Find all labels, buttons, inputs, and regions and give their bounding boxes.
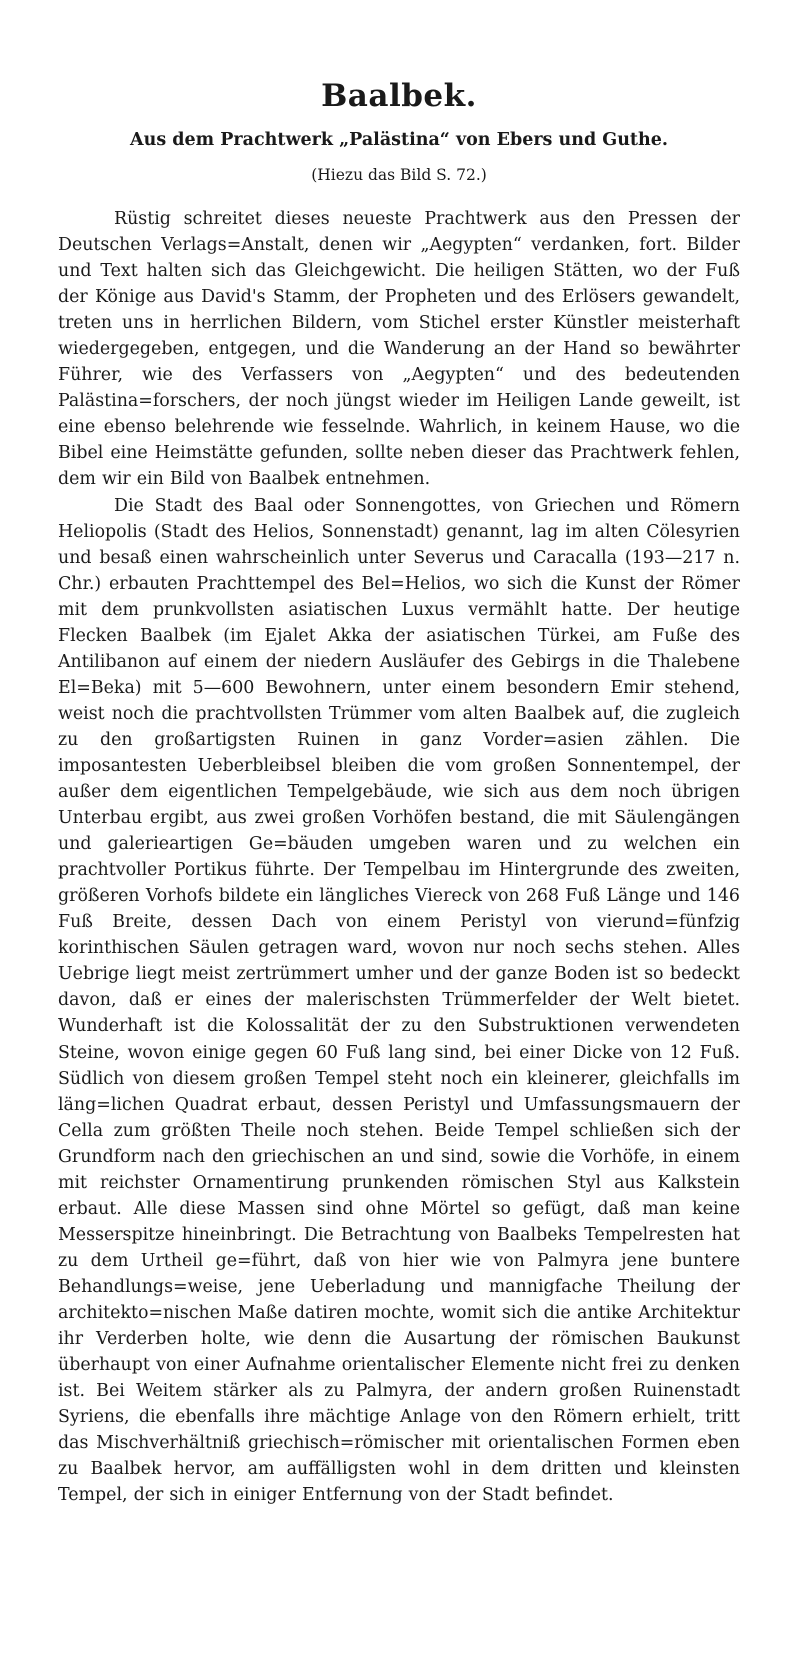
- article: [58, 78, 740, 1508]
- article-title: Baalbek.: [321, 78, 477, 114]
- image-reference-note: (Hiezu das Bild S. 72.): [311, 166, 487, 184]
- paragraph-description: Die Stadt des Baal oder Sonnengottes, von Griechen und Römern Heliopolis (Stadt des Helios, Sonnenstadt) genannt, lag im alten Cölesyrien und besaß einen wahrscheinlich unter Severus und Caracalla (193—217 n. Chr.) erbauten Prachttempel des Bel=Helios, wo sich die Kunst der Römer mit dem prunkvollsten asiatischen Luxus vermählt hatte. Der heutige Flecken Baalbek (im Ejalet Akka der asiatischen Türkei, am Fuße des Antilibanon auf einem der niedern Ausläufer des Gebirgs in die Thalebene El=Beka) mit 5—600 Bewohnern, unter einem besondern Emir stehend, weist noch die prachtvollsten Trümmer vom alten Baalbek auf, die zugleich zu den großartigsten Ruinen in ganz Vorder=asien zählen. Die imposantesten Ueberbleibsel bleiben die vom großen Sonnentempel, der außer dem eigentlichen Tempelgebäude, wie sich aus dem noch übrigen Unterbau ergibt, aus zwei großen Vorhöfen bestand, die mit Säulengängen und galerieartigen Ge=bäuden umgeben waren und zu welchen ein prachtvoller Portikus führte. Der Tempelbau im Hintergrunde des zweiten, größeren Vorhofs bildete ein längliches Viereck von 268 Fuß Länge und 146 Fuß Breite, dessen Dach von einem Peristyl von vierund=fünfzig korinthischen Säulen getragen ward, wovon nur noch sechs stehen. Alles Uebrige liegt meist zertrümmert umher und der ganze Boden ist so bedeckt davon, daß er eines der malerischsten Trümmerfelder der Welt bietet. Wunderhaft ist die Kolossalität der zu den Substruktionen verwendeten Steine, wovon einige gegen 60 Fuß lang sind, bei einer Dicke von 12 Fuß. Südlich von diesem großen Tempel steht noch ein kleinerer, gleichfalls im läng=lichen Quadrat erbaut, dessen Peristyl und Umfassungsmauern der Cella zum größten Theile noch stehen. Beide Tempel schließen sich der Grundform nach den griechischen an und sind, sowie die Vorhöfe, in einem mit reichster Ornamentirung prunkenden römischen Styl aus Kalkstein erbaut. Alle diese Massen sind ohne Mörtel so gefügt, daß man keine Messerspitze hineinbringt. Die Betrachtung von Baalbeks Tempelresten hat zu dem Urtheil ge=führt, daß von hier wie von Palmyra jene buntere Behandlungs=weise, jene Ueberladung und mannigfache Theilung der architekto=nischen Maße datiren mochte, womit sich die antike Architektur ihr Verderben holte, wie denn die Ausartung der römischen Baukunst überhaupt von einer Aufnahme orientalischer Elemente nicht frei zu denken ist. Bei Weitem stärker als zu Palmyra, der andern großen Ruinenstadt Syriens, die ebenfalls ihre mächtige Anlage von den Römern erhielt, tritt das Mischverhältniß griechisch=römischer mit orientalischen Formen eben zu Baalbek hervor, am auffälligsten wohl in dem dritten und kleinsten Tempel, der sich in einiger Entfernung von der Stadt befindet.: [58, 495, 740, 1506]
- paragraph-intro: Rüstig schreitet dieses neueste Prachtwerk aus den Pressen der Deutschen Verlags=Anstalt, denen wir „Aegypten“ verdanken, fort. Bilder und Text halten sich das Gleichgewicht. Die heiligen Stätten, wo der Fuß der Könige aus David's Stamm, der Propheten und des Erlösers gewandelt, treten uns in herrlichen Bildern, vom Stichel erster Künstler meisterhaft wiedergegeben, entgegen, und die Wanderung an der Hand so bewährter Führer, wie des Verfassers von „Aegypten“ und des bedeutenden Palästina=forschers, der noch jüngst wieder im Heiligen Lande geweilt, ist eine ebenso belehrende wie fesselnde. Wahrlich, in keinem Hause, wo die Bibel eine Heimstätte gefunden, sollte neben dieser das Prachtwerk fehlen, dem wir ein Bild von Baalbek entnehmen.: [58, 209, 740, 490]
- article-subtitle: Aus dem Prachtwerk „Palästina“ von Ebers und Guthe.: [130, 130, 668, 150]
